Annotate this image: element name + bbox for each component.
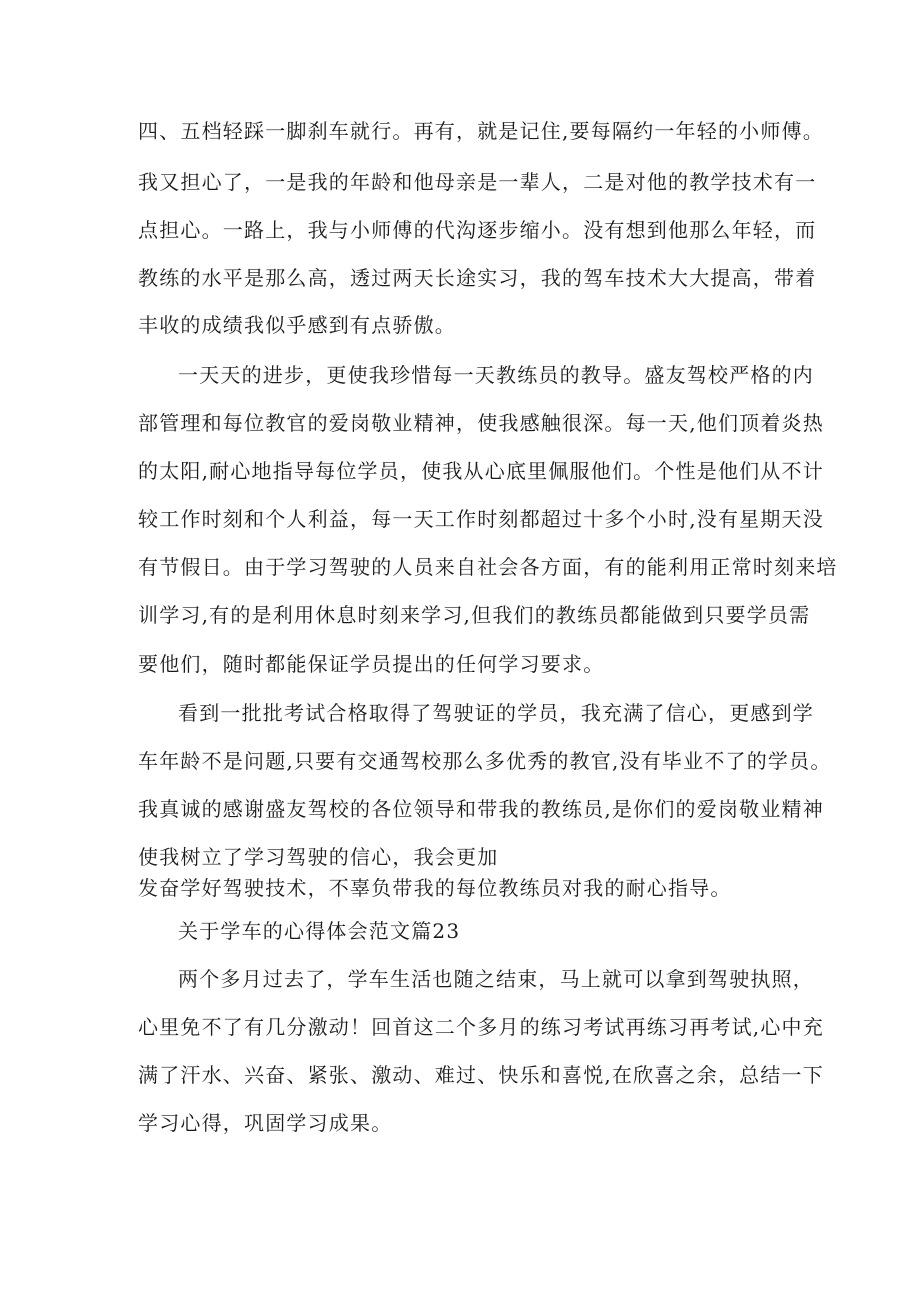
paragraph-1-line-5: 丰收的成绩我似乎感到有点骄傲。 [138,313,456,337]
paragraph-1-line-3: 点担心。一路上，我与小师傅的代沟逐步缩小。没有想到他那么年轻，而 [138,218,817,242]
paragraph-2-line-2: 部管理和每位教官的爱岗敬业精神，使我感触很深。每一天,他们顶着炎热 [138,411,824,435]
paragraph-2-line-1: 一天天的进步，更使我珍惜每一天教练员的教导。盛友驾校严格的内 [178,363,814,387]
paragraph-3-line-1: 看到一批批考试合格取得了驾驶证的学员，我充满了信心，更感到学 [178,701,814,725]
paragraph-3-line-3: 我真诚的感谢盛友驾校的各位领导和带我的教练员,是你们的爱岗敬业精神 [138,797,824,821]
section-heading: 关于学车的心得体会范文篇23 [178,919,461,943]
paragraph-3-line-5: 发奋学好驾驶技术，不辜负带我的每位教练员对我的耐心指导。 [138,876,732,900]
paragraph-2-line-3: 的太阳,耐心地指导每位学员，使我从心底里佩服他们。个性是他们从不计 [138,459,824,483]
paragraph-2-line-4: 较工作时刻和个人利益，每一天工作时刻都超过十多个小时,没有星期天没 [138,507,824,531]
paragraph-5-line-1: 两个多月过去了，学车生活也随之结束，马上就可以拿到驾驶执照， [178,967,814,991]
paragraph-1-line-4: 教练的水平是那么高，透过两天长途实习，我的驾车技术大大提高，带着 [138,266,817,290]
paragraph-5-line-3: 满了汗水、兴奋、紧张、激动、难过、快乐和喜悦,在欣喜之余，总结一下 [138,1063,824,1087]
paragraph-5-line-2: 心里免不了有几分激动！回首这二个多月的练习考试再练习再考试,心中充 [138,1015,824,1039]
paragraph-3-line-4: 使我树立了学习驾驶的信心，我会更加 [138,845,499,869]
paragraph-2-line-6: 训学习,有的是利用休息时刻来学习,但我们的教练员都能做到只要学员需 [138,603,811,627]
paragraph-5-line-4: 学习心得，巩固学习成果。 [138,1111,393,1135]
paragraph-3-line-2: 车年龄不是问题,只要有交通驾校那么多优秀的教官,没有毕业不了的学员。 [138,749,832,773]
paragraph-2-line-5: 有节假日。由于学习驾驶的人员来自社会各方面，有的能利用正常时刻来培 [138,555,838,579]
paragraph-2-line-7: 要他们，随时都能保证学员提出的任何学习要求。 [138,652,605,676]
paragraph-1-line-2: 我又担心了，一是我的年龄和他母亲是一辈人，二是对他的教学技术有一 [138,170,817,194]
paragraph-1-line-1: 四、五档轻踩一脚刹车就行。再有，就是记住,要每隔约一年轻的小师傅。 [138,119,824,143]
